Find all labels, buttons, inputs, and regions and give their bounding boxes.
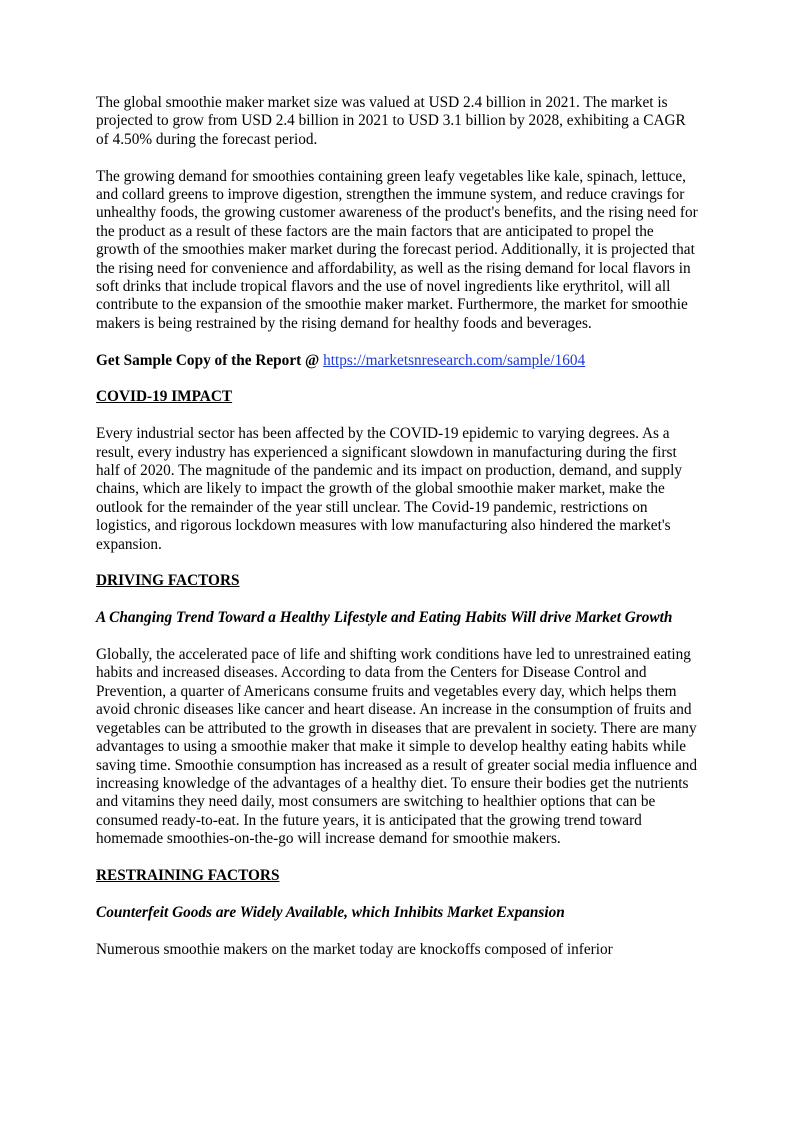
sample-copy-label: Get Sample Copy of the Report @	[96, 351, 320, 369]
covid-paragraph: Every industrial sector has been affected by the COVID-19 epidemic to varying degrees. As a result, every industry has experienced a significant slowdown in manufacturing during the first half of 2020. The magnitude of the pandemic and its impact on production, demand, and supply chains, which are likely to impact the growth of the global smoothie maker market, make the outlook for the remainder of the year still unclear. The Covid-19 pandemic, restrictions on logistics, and rigorous lockdown measures with low manufacturing also hindered the market's expansion.	[96, 425, 682, 553]
intro-paragraph-demand: The growing demand for smoothies containing green leafy vegetables like kale, spinach, lettuce, and collard greens to improve digestion, strengthen the immune system, and reduce cravings for unhealthy foods, the growing customer awareness of the product's benefits, and the rising need for the product as a result of these factors are the main factors that are anticipated to propel the growth of the smoothies maker market during the forecast period. Additionally, it is projected that the rising need for convenience and affordability, as well as the rising demand for local flavors in soft drinks that include tropical flavors and the use of novel ingredients like erythritol, will all contribute to the expansion of the smoothie maker market. Furthermore, the market for smoothie makers is being restrained by the rising demand for healthy foods and beverages.	[96, 167, 698, 332]
document-page	[96, 94, 700, 977]
restraining-factors-paragraph: Numerous smoothie makers on the market today are knockoffs composed of inferior	[96, 940, 613, 958]
covid-heading: COVID-19 IMPACT	[96, 388, 233, 406]
driving-factors-paragraph: Globally, the accelerated pace of life and shifting work conditions have led to unrestrained eating habits and increased diseases. According to data from the Centers for Disease Control and Prevention, a quarter of Americans consume fruits and vegetables every day, which helps them avoid chronic diseases like cancer and heart disease. An increase in the consumption of fruits and vegetables can be attributed to the growth in diseases that are prevalent in society. There are many advantages to using a smoothie maker that make it simple to develop healthy eating habits while saving time. Smoothie consumption has increased as a result of greater social media influence and increasing knowledge of the advantages of a healthy diet. To ensure their bodies get the nutrients and vitamins they need daily, most consumers are switching to healthier options that can be consumed ready-to-eat. In the future years, it is anticipated that the growing trend toward homemade smoothies-on-the-go will increase demand for smoothie makers.	[96, 646, 698, 848]
sample-copy-line	[96, 352, 700, 370]
sample-copy-link[interactable]: https://marketsnresearch.com/sample/1604	[323, 351, 586, 369]
intro-paragraph-market-size: The global smoothie maker market size was valued at USD 2.4 billion in 2021. The market is projected to grow from USD 2.4 billion in 2021 to USD 3.1 billion by 2028, exhibiting a CAGR of 4.50% during the forecast period.	[96, 94, 686, 148]
restraining-factors-subheading: Counterfeit Goods are Widely Available, which Inhibits Market Expansion	[96, 903, 565, 921]
restraining-factors-heading: RESTRAINING FACTORS	[96, 866, 280, 884]
driving-factors-heading: DRIVING FACTORS	[96, 572, 240, 590]
driving-factors-subheading: A Changing Trend Toward a Healthy Lifestyle and Eating Habits Will drive Market Growth	[96, 609, 673, 627]
